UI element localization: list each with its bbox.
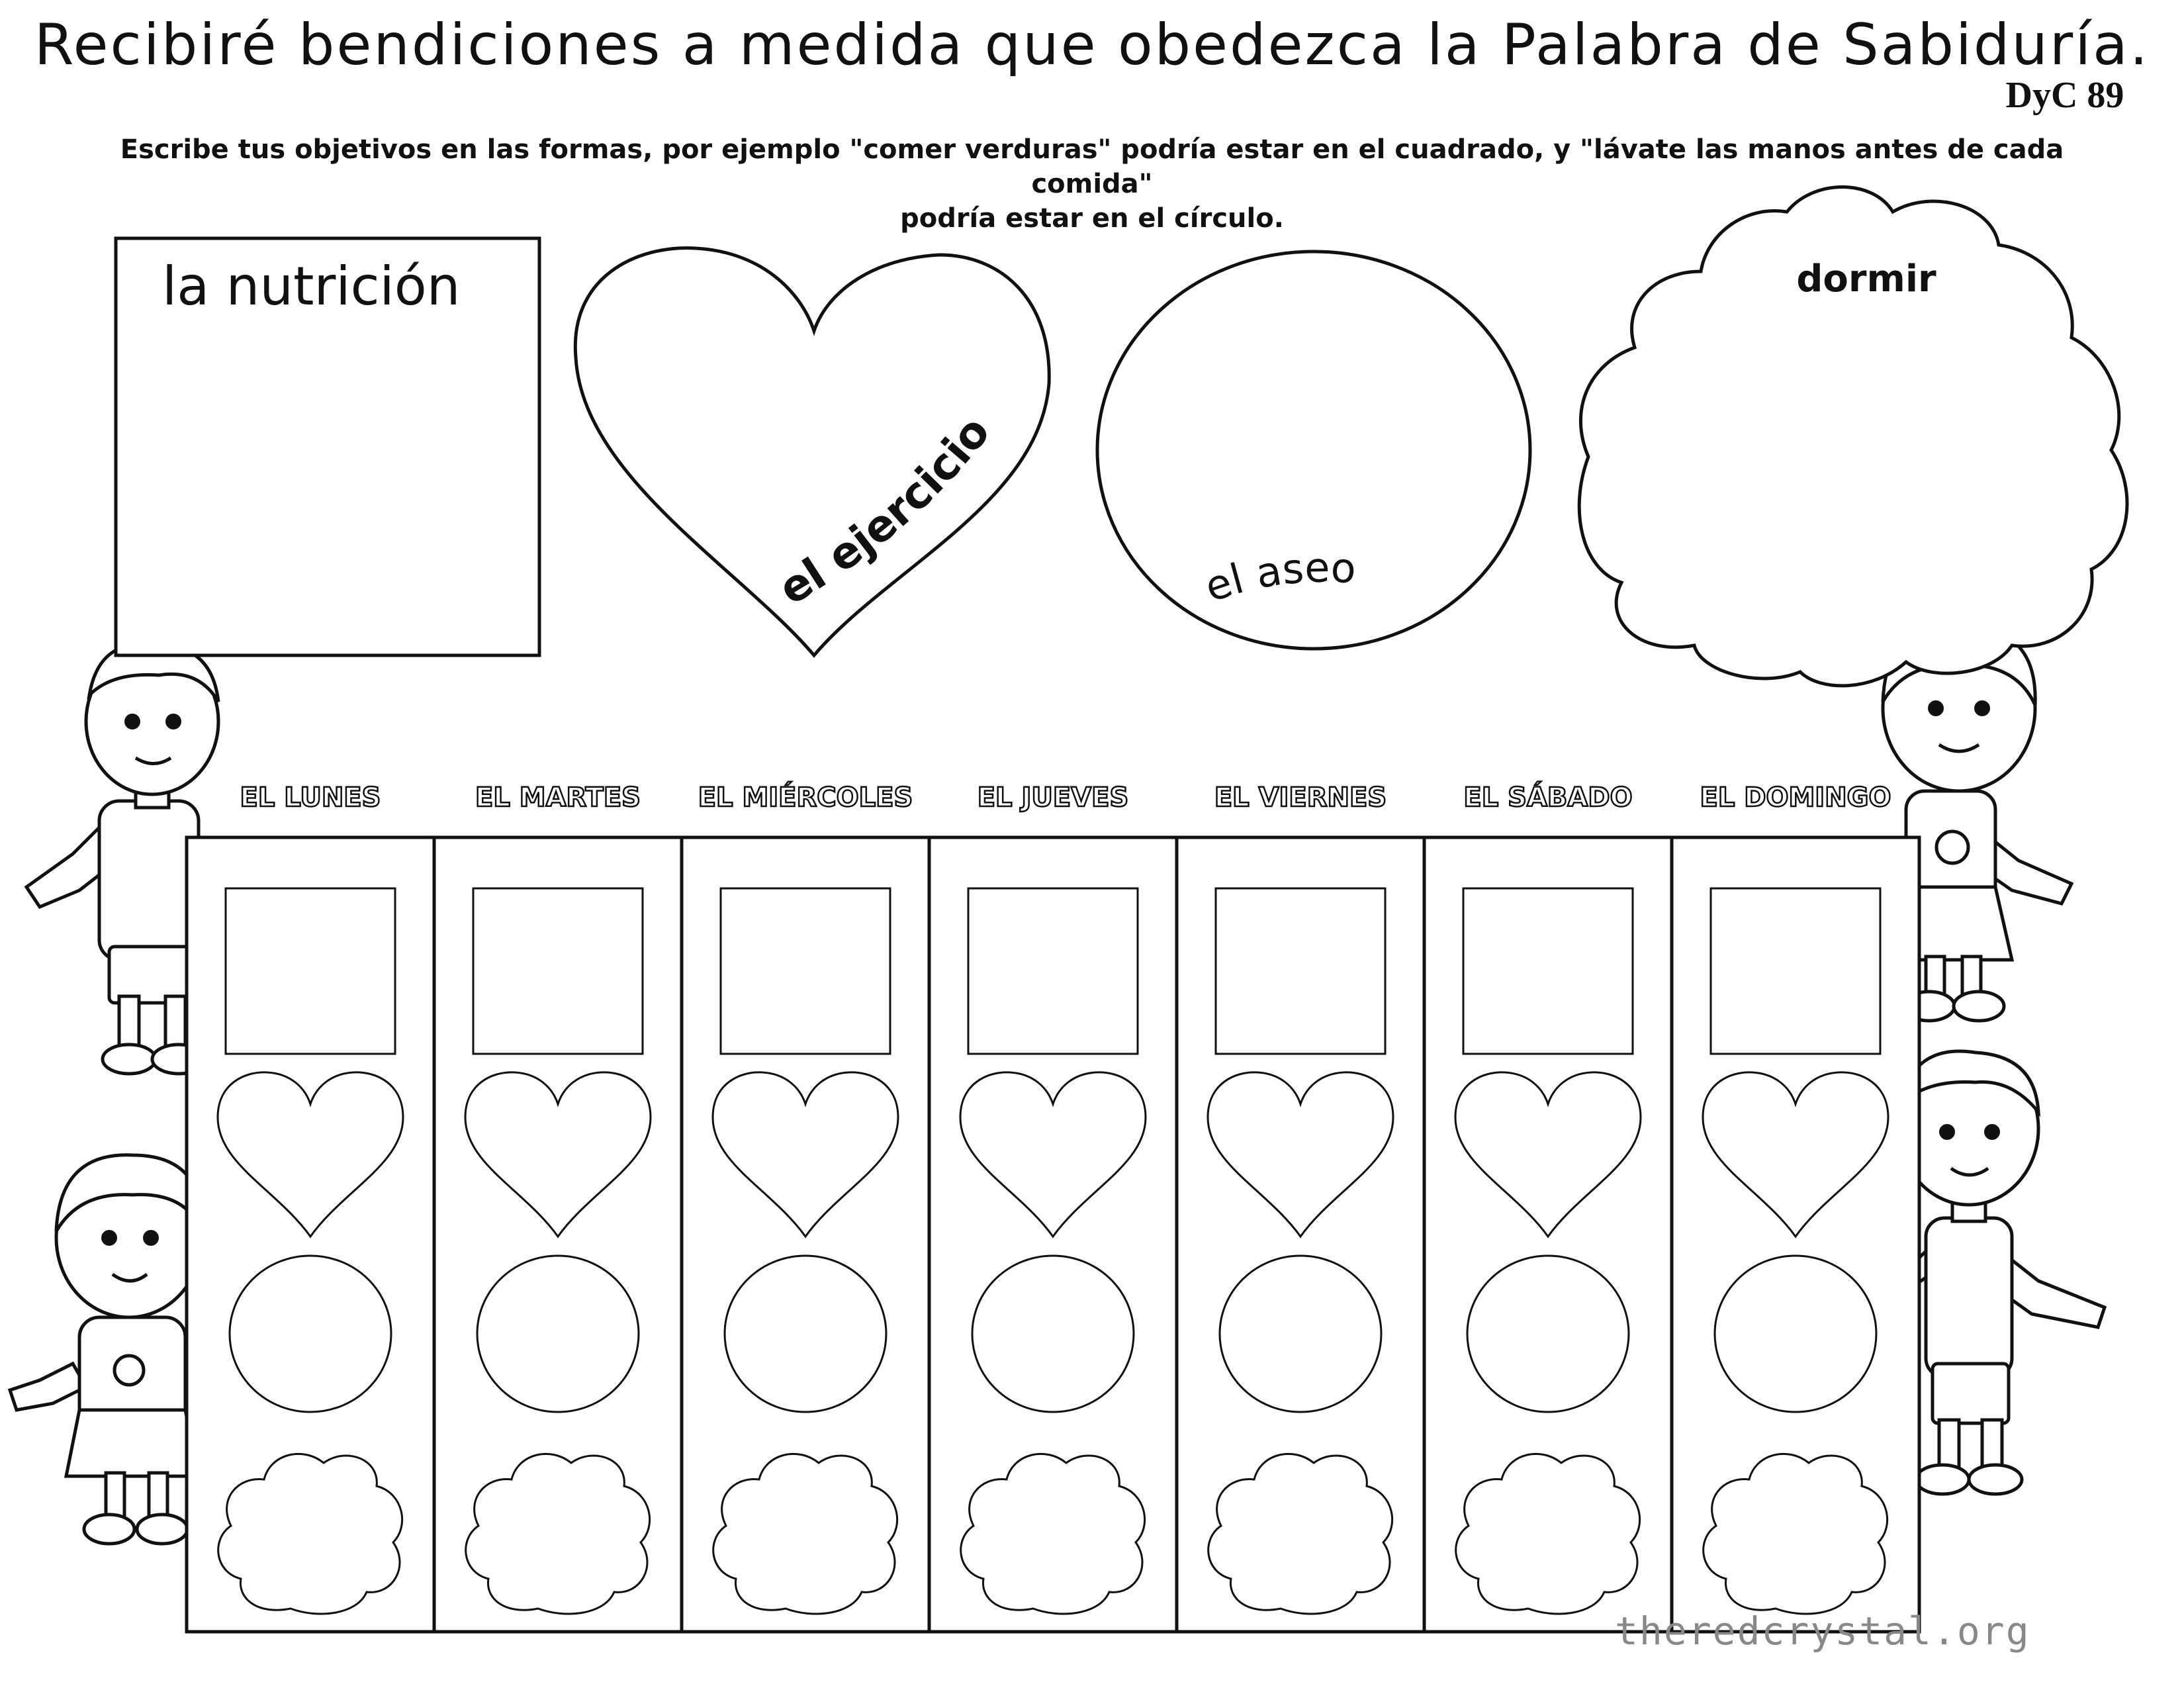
day-header: EL DOMINGO (1700, 782, 1891, 813)
exercise-label: el ejercicio (770, 406, 1000, 615)
day-square-slot[interactable] (721, 888, 890, 1054)
day-square-slot[interactable] (1463, 888, 1633, 1054)
day-header: EL SÁBADO (1463, 782, 1633, 813)
day-header: EL MARTES (475, 782, 641, 813)
instructions-line-1: Escribe tus objetivos en las formas, por ejemplo "comer verduras" podría estar en el cuadrado, y "lávate las manos antes de cada comida" (120, 134, 2064, 199)
hygiene-label: el aseo (1199, 543, 1357, 612)
day-circle-slot[interactable] (1220, 1256, 1381, 1412)
day-circle-slot[interactable] (1715, 1256, 1876, 1412)
sleep-label: dormir (1796, 258, 1936, 301)
boy-illustration-right (1899, 1051, 2105, 1494)
day-circle-slot[interactable] (230, 1256, 391, 1412)
website-credit: theredcrystal.org (1615, 1609, 2030, 1654)
day-square-slot[interactable] (226, 888, 395, 1054)
day-header: EL LUNES (240, 782, 381, 813)
day-circle-slot[interactable] (477, 1256, 639, 1412)
day-header: EL JUEVES (977, 782, 1129, 813)
nutrition-label: la nutrición (162, 256, 461, 317)
girl-illustration-left (10, 1155, 202, 1544)
day-circle-slot[interactable] (725, 1256, 886, 1412)
day-square-slot[interactable] (473, 888, 643, 1054)
day-header: EL VIERNES (1214, 782, 1387, 813)
day-circle-slot[interactable] (1467, 1256, 1629, 1412)
weekly-chart (187, 781, 1919, 1632)
day-header: EL MIÉRCOLES (698, 782, 913, 813)
instructions-line-2: podría estar en el círculo. (900, 203, 1284, 234)
page-title: Recibiré bendiciones a medida que obedezca la Palabra de Sabiduría. (34, 12, 2150, 78)
day-square-slot[interactable] (968, 888, 1138, 1054)
day-square-slot[interactable] (1711, 888, 1880, 1054)
day-circle-slot[interactable] (972, 1256, 1134, 1412)
scripture-reference: DyC 89 (2005, 75, 2124, 116)
day-square-slot[interactable] (1216, 888, 1385, 1054)
